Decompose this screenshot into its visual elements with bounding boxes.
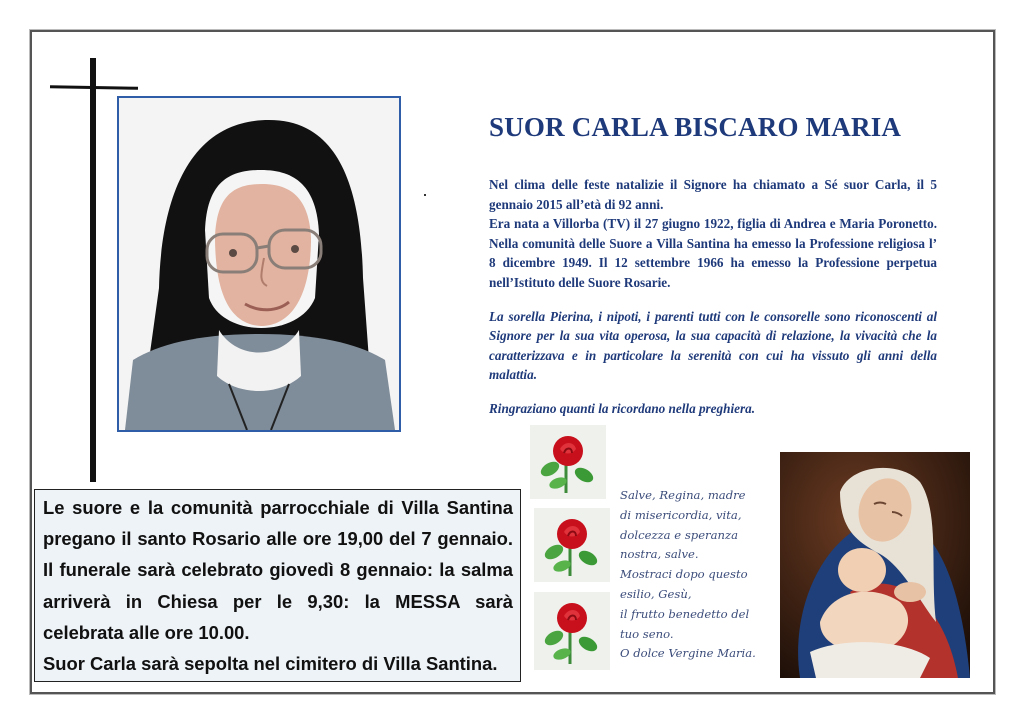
portrait-photo (117, 96, 401, 432)
bio-death-note: Nel clima delle feste natalizie il Signore ha chiamato a Sé suor Carla, il 5 gennaio 2015 all’età di 92 anni. (489, 177, 937, 212)
salve-regina-prayer (620, 486, 767, 664)
prayer-line: tuo seno. (620, 626, 674, 641)
funeral-notice (34, 489, 521, 682)
rose-icon (534, 592, 610, 670)
prayer-line: di misericordia, vita, (620, 507, 742, 522)
prayer-line: dolcezza e speranza (620, 527, 738, 542)
page-title: SUOR CARLA BISCARO MARIA (489, 112, 902, 142)
prayer-line: nostra, salve. (620, 547, 699, 562)
bio-family-thanks: La sorella Pierina, i nipoti, i parenti tutti con le consorelle sono riconoscenti al Signore per la sua vita operosa, la sua capacità di relazione, la vivacità che la caratterizzava e in particolare la serenità con cui ha vissuto gli anni della malattia. (489, 308, 937, 383)
bio-life-note: Era nata a Villorba (TV) il 27 giugno 1922, figlia di Andrea e Maria Poronetto. Nella comunità delle Suore a Villa Santina ha emesso la Professione religiosa l’ 8 dicembre 1949. Il 12 settembre 1966 ha emesso la Professione perpetua nell’Istituto delle Suore Rosarie. (489, 216, 937, 290)
madonna-and-child-painting (780, 452, 970, 678)
prayer-line: esilio, Gesù, (620, 586, 692, 601)
nun-portrait-illustration (119, 98, 399, 430)
madonna-illustration (780, 452, 970, 678)
prayer-line: Salve, Regina, madre (620, 488, 746, 502)
stray-dot (424, 194, 426, 196)
prayer-line: O dolce Vergine Maria. (620, 646, 756, 661)
burial-note: Suor Carla sarà sepolta nel cimitero di Villa Santina. (43, 653, 498, 675)
rose-icon (530, 425, 606, 499)
bio-closing: Ringraziano quanti la ricordano nella preghiera. (489, 400, 756, 416)
cross-icon (90, 58, 96, 482)
rose-icon (534, 508, 610, 582)
biography (489, 175, 937, 419)
prayer-line: il frutto benedetto del (620, 606, 750, 621)
prayer-line: Mostraci dopo questo (620, 567, 748, 582)
funeral-notice-text: Le suore e la comunità parrocchiale di Villa Santina pregano il santo Rosario alle ore 19,00 del 7 gennaio. Il funerale sarà celebrato giovedì 8 gennaio: la salma arriverà in Chiesa per le 9,30: la MESSA sarà celebrata alle ore 10.00. (43, 497, 513, 643)
